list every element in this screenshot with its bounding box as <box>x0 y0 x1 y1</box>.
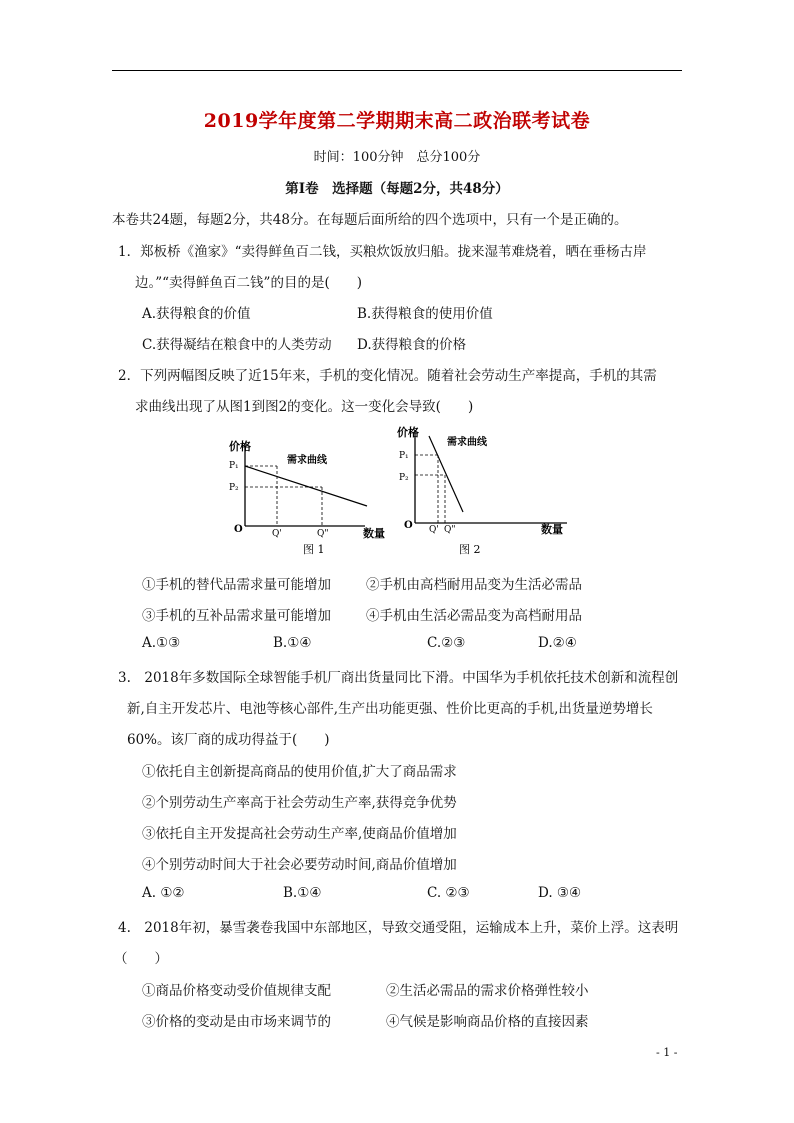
q1-option-d: D.获得粮食的价格 <box>357 337 467 353</box>
q4-statement-2: ②生活必需品的需求价格弹性较小 <box>386 983 589 999</box>
fig1-caption: 图 1 <box>303 543 325 556</box>
q2-statement-2: ②手机由高档耐用品变为生活必需品 <box>366 577 582 593</box>
q3-option-c: C. ②③ <box>427 885 470 901</box>
fig2-origin: O <box>404 520 413 531</box>
section-heading: 第Ⅰ卷 选择题（每题2分，共48分） <box>285 181 509 197</box>
fig1-q-prime: Q' <box>272 529 282 539</box>
q3-line1: 3. 2018年多数国际全球智能手机厂商出货量同比下滑。中国华为手机依托技术创新和流程创 <box>118 670 679 686</box>
q2-statement-4: ④手机由生活必需品变为高档耐用品 <box>366 608 582 624</box>
q4-statement-4: ④气候是影响商品价格的直接因素 <box>386 1014 589 1030</box>
exam-title: 2019学年度第二学期期末高二政治联考试卷 <box>203 110 591 132</box>
fig1-curve-label: 需求曲线 <box>287 455 327 466</box>
q3-option-d: D. ③④ <box>538 885 582 901</box>
q4-statement-3: ③价格的变动是由市场来调节的 <box>142 1014 331 1030</box>
q2-option-b: B.①④ <box>273 635 312 651</box>
q2-statement-3: ③手机的互补品需求量可能增加 <box>142 608 331 624</box>
fig1-q-double: Q" <box>317 529 329 539</box>
instructions: 本卷共24题，每题2分，共48分。在每题后面所给的四个选项中，只有一个是正确的。 <box>112 212 628 228</box>
fig2-curve-label: 需求曲线 <box>447 437 487 448</box>
fig2-ylabel: 价格 <box>397 426 419 439</box>
fig1-ylabel: 价格 <box>229 440 251 453</box>
q1-option-a: A.获得粮食的价值 <box>142 306 251 322</box>
figure-2-demand-curve <box>395 424 575 560</box>
fig1-demand-line <box>245 466 367 506</box>
fig2-p2: P₂ <box>399 473 409 483</box>
fig1-origin: O <box>234 524 243 535</box>
q1-option-c: C.获得凝结在粮食中的人类劳动 <box>142 337 332 353</box>
q2-statement-1: ①手机的替代品需求量可能增加 <box>142 577 331 593</box>
q3-statement-2: ②个别劳动生产率高于社会劳动生产率,获得竞争优势 <box>142 795 457 811</box>
time-info: 时间：100分钟 总分100分 <box>313 150 481 165</box>
q3-statement-1: ①依托自主创新提高商品的使用价值,扩大了商品需求 <box>142 764 457 780</box>
q4-line1: 4. 2018年初，暴雪袭卷我国中东部地区，导致交通受阻，运输成本上升，菜价上浮。这表明 <box>118 920 679 936</box>
header-rule <box>112 70 682 71</box>
q2-options <box>0 635 794 655</box>
q3-options <box>0 885 794 905</box>
fig1-xlabel: 数量 <box>363 527 385 540</box>
q3-line3: 60%。该厂商的成功得益于( ) <box>127 732 330 748</box>
q4-line2: （ ） <box>114 951 168 967</box>
q2-option-c: C.②③ <box>427 635 466 651</box>
fig2-q-double: Q" <box>444 525 456 535</box>
q3-option-b: B.①④ <box>283 885 322 901</box>
q3-option-a: A. ①② <box>142 885 185 901</box>
q2-option-d: D.②④ <box>538 635 577 651</box>
figure-1-demand-curve <box>225 436 385 560</box>
q2-line2: 求曲线出现了从图1到图2的变化。这一变化会导致( ) <box>135 399 474 415</box>
q2-option-a: A.①③ <box>142 635 181 651</box>
q1-line2: 边。”“卖得鲜鱼百二钱”的目的是( ) <box>135 275 362 291</box>
q2-line1: 2．下列两幅图反映了近15年来，手机的变化情况。随着社会劳动生产率提高，手机的其需 <box>118 368 657 384</box>
q3-statement-4: ④个别劳动时间大于社会必要劳动时间,商品价值增加 <box>142 857 457 873</box>
q3-statement-3: ③依托自主开发提高社会劳动生产率,使商品价值增加 <box>142 826 457 842</box>
q3-line2: 新,自主开发芯片、电池等核心部件,生产出功能更强、性价比更高的手机,出货量逆势增长 <box>127 701 653 717</box>
fig2-q-prime: Q' <box>429 525 439 535</box>
fig1-p1: P₁ <box>229 461 239 471</box>
fig1-p2: P₂ <box>229 483 239 493</box>
q1-option-b: B.获得粮食的使用价值 <box>357 306 493 322</box>
fig2-xlabel: 数量 <box>541 523 563 536</box>
page-number: - 1 - <box>656 1046 678 1059</box>
fig2-caption: 图 2 <box>459 543 481 556</box>
q1-line1: 1．郑板桥《渔家》“卖得鲜鱼百二钱，买粮炊饭放归船。拢来湿苇难烧着，晒在垂杨古岸 <box>118 244 647 260</box>
fig2-p1: P₁ <box>399 451 409 461</box>
q4-statement-1: ①商品价格变动受价值规律支配 <box>142 983 331 999</box>
